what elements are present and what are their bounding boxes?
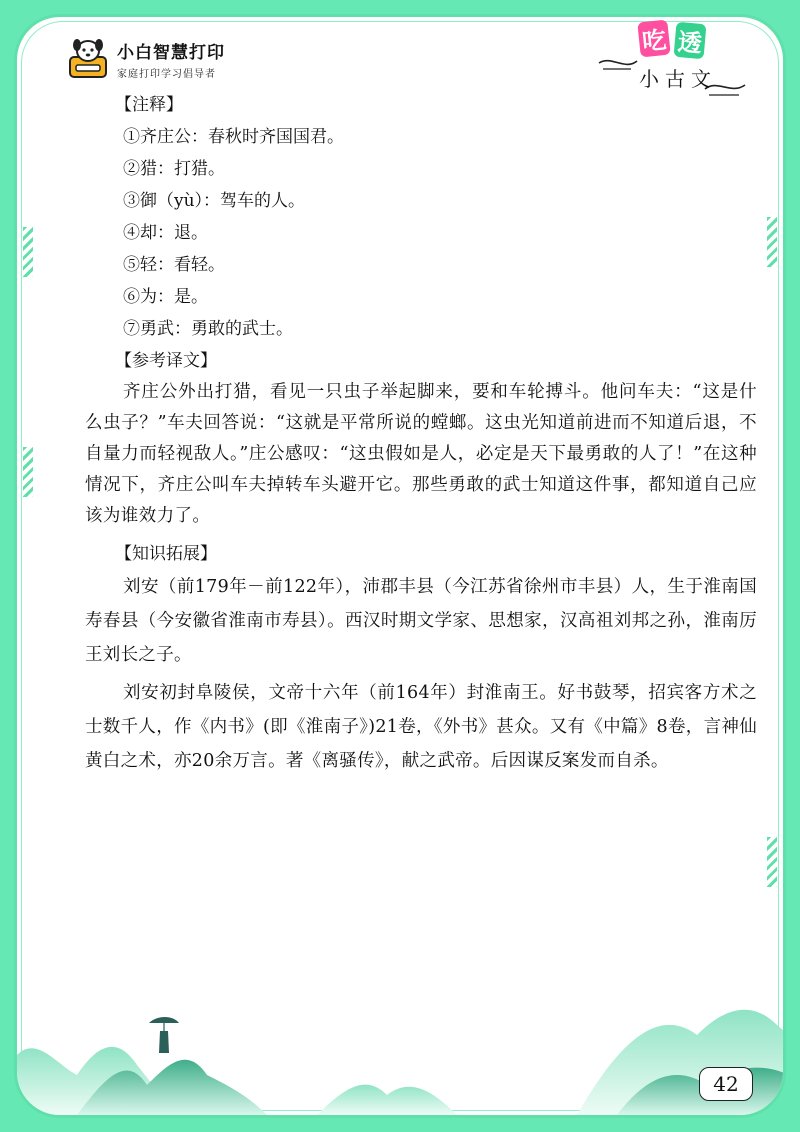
note-item: ⑥为：是。 [123, 287, 208, 307]
right-stripes-top [767, 217, 777, 267]
note-item: ①齐庄公：春秋时齐国国君。 [123, 127, 344, 147]
brand-char-chi: 吃 [637, 20, 670, 58]
extension-paragraph: 刘安初封阜陵侯，文帝十六年（前164年）封淮南王。好书鼓琴，招宾客方术之士数千人，作《内书》(即《淮南子》)21卷，《外书》甚众。又有《中篇》8卷，言神仙黄白之术，亦20余万言。著《离骚传》，献之武帝。后因谋反案发而自杀。 [85, 683, 757, 771]
notes-heading: 【注释】 [115, 95, 183, 115]
logo-title: 小白智慧打印 [117, 43, 225, 63]
page-number: 42 [699, 1067, 753, 1101]
note-item: ③御（yù）：驾车的人。 [123, 191, 306, 211]
series-brand [597, 19, 747, 97]
logo-subtitle: 家庭打印学习倡导者 [117, 69, 216, 80]
dog-printer-icon [67, 37, 109, 81]
extension-heading: 【知识拓展】 [115, 544, 217, 564]
translation-heading: 【参考译文】 [115, 351, 217, 371]
page [14, 14, 786, 1118]
brand-char-tou: 透 [674, 22, 707, 59]
publisher-logo [67, 37, 225, 81]
brand-subtitle: 小古文 [639, 67, 717, 91]
note-item: ④却：退。 [123, 223, 208, 243]
left-stripes-top [23, 227, 33, 277]
right-stripes-bottom [767, 837, 777, 887]
extension-paragraph: 刘安（前179年－前122年），沛郡丰县（今江苏省徐州市丰县）人，生于淮南国寿春县（今安徽省淮南市寿县）。西汉时期文学家、思想家，汉高祖刘邦之孙，淮南厉王刘长之子。 [85, 577, 757, 665]
translation-paragraph: 齐庄公外出打猎，看见一只虫子举起脚来，要和车轮搏斗。他问车夫：“这是什么虫子？”车夫回答说：“这就是平常所说的螳螂。这虫光知道前进而不知道后退，不自量力而轻视敌人。”庄公感叹：“这虫假如是人，必定是天下最勇敢的人了！”在这种情况下，齐庄公叫车夫掉转车头避开它。那些勇敢的武士知道这件事，都知道自己应该为谁效力了。 [85, 382, 757, 526]
note-item: ⑦勇武：勇敢的武士。 [123, 319, 293, 339]
left-stripes-bottom [23, 447, 33, 497]
mountain-scenery [17, 975, 786, 1115]
note-item: ⑤轻：看轻。 [123, 255, 225, 275]
article-body [85, 89, 757, 782]
note-item: ②猎：打猎。 [123, 159, 225, 179]
